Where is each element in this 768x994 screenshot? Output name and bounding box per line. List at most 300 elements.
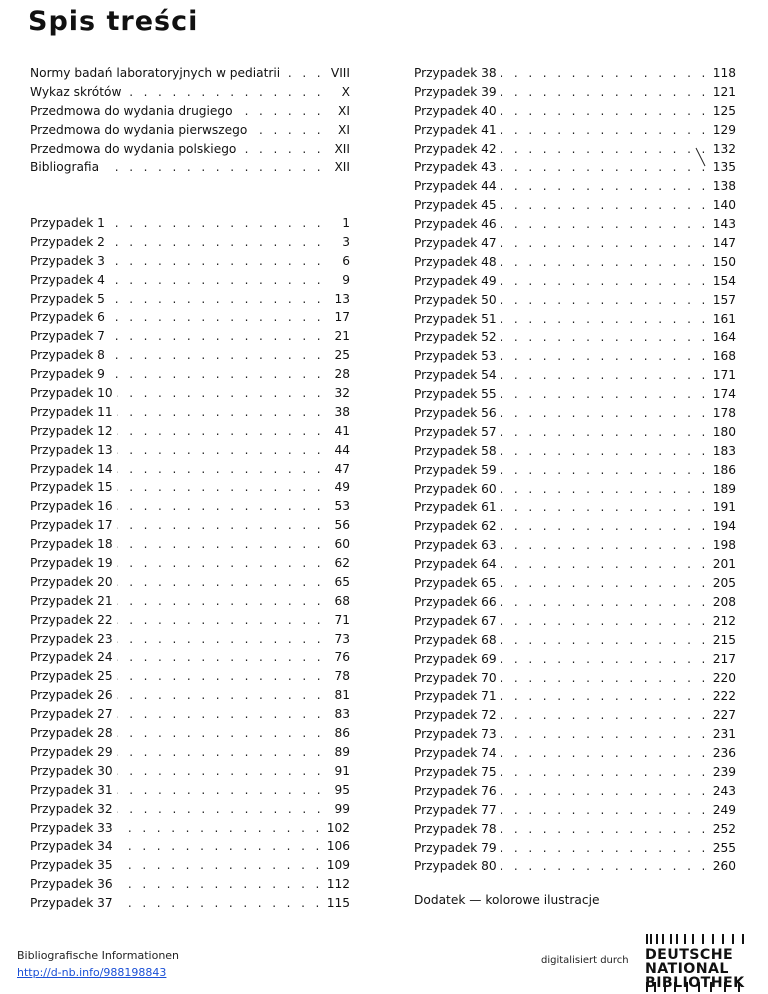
dot-leader bbox=[117, 630, 324, 649]
toc-entry-label: Przypadek 43 bbox=[414, 160, 497, 175]
toc-page-number: 91 bbox=[334, 763, 350, 778]
logo-line-3: BIBLIOTHEK bbox=[645, 975, 745, 991]
dot-leader bbox=[501, 574, 709, 593]
toc-row bbox=[30, 743, 350, 762]
toc-row bbox=[30, 365, 350, 384]
toc-entry-label: Przypadek 49 bbox=[414, 273, 497, 288]
toc-page-number: 147 bbox=[712, 236, 736, 251]
toc-entry-label: Przypadek 13 bbox=[30, 442, 113, 457]
toc-page-number: 109 bbox=[326, 858, 350, 873]
toc-page-number: X bbox=[341, 84, 350, 99]
toc-page-number: 260 bbox=[712, 859, 736, 874]
dot-leader bbox=[103, 158, 324, 177]
dot-leader bbox=[125, 83, 324, 102]
toc-row bbox=[414, 725, 736, 744]
dot-leader bbox=[501, 177, 709, 196]
toc-row bbox=[414, 763, 736, 782]
toc-row bbox=[30, 158, 350, 177]
dot-leader bbox=[501, 461, 709, 480]
toc-row bbox=[30, 648, 350, 667]
dot-leader bbox=[501, 536, 709, 555]
page-title: Spis treści bbox=[28, 6, 199, 37]
toc-entry-label: Przypadek 46 bbox=[414, 217, 497, 232]
cases-list-right bbox=[414, 64, 736, 876]
toc-entry-label: Przypadek 28 bbox=[30, 726, 113, 741]
toc-page-number: 191 bbox=[712, 500, 736, 515]
toc-page-number: 118 bbox=[712, 66, 736, 80]
toc-page-number: 71 bbox=[334, 612, 350, 627]
toc-row bbox=[414, 121, 736, 140]
toc-page-number: 217 bbox=[712, 651, 736, 666]
logo-line-2: NATIONAL bbox=[645, 961, 729, 977]
dot-leader bbox=[501, 423, 709, 442]
toc-row bbox=[30, 667, 350, 686]
toc-page-number: 198 bbox=[712, 538, 736, 553]
toc-row bbox=[30, 102, 350, 121]
toc-entry-label: Przypadek 14 bbox=[30, 461, 113, 476]
toc-row bbox=[414, 593, 736, 612]
toc-entry-label: Przypadek 35 bbox=[30, 858, 113, 873]
dot-leader bbox=[117, 611, 324, 630]
dot-leader bbox=[501, 839, 709, 858]
toc-row bbox=[414, 328, 736, 347]
dot-leader bbox=[117, 894, 323, 913]
toc-page-number: 25 bbox=[334, 348, 350, 363]
toc-entry-label: Przedmowa do wydania pierwszego bbox=[30, 122, 248, 137]
dot-leader bbox=[109, 271, 324, 290]
dot-leader bbox=[117, 856, 323, 875]
toc-row bbox=[30, 460, 350, 479]
dot-leader bbox=[109, 214, 324, 233]
toc-row bbox=[30, 308, 350, 327]
dot-leader bbox=[501, 234, 709, 253]
toc-page-number: 95 bbox=[334, 782, 350, 797]
toc-entry-label: Przypadek 44 bbox=[414, 179, 497, 194]
toc-page-number: 231 bbox=[712, 727, 736, 742]
toc-page-number: 201 bbox=[712, 557, 736, 572]
dot-leader bbox=[109, 327, 324, 346]
toc-row bbox=[30, 554, 350, 573]
toc-page-number: 81 bbox=[334, 688, 350, 703]
dot-leader bbox=[501, 612, 709, 631]
toc-page-number: 135 bbox=[712, 160, 736, 175]
toc-row bbox=[414, 857, 736, 876]
toc-entry-label: Przypadek 18 bbox=[30, 537, 113, 552]
toc-page-number: 6 bbox=[342, 253, 350, 268]
toc-row bbox=[30, 271, 350, 290]
toc-page-number: XII bbox=[334, 160, 350, 175]
toc-row bbox=[30, 705, 350, 724]
toc-page-number: 73 bbox=[334, 631, 350, 646]
toc-page-number: XII bbox=[334, 141, 350, 156]
dot-leader bbox=[501, 801, 709, 820]
toc-row bbox=[30, 630, 350, 649]
dot-leader bbox=[117, 554, 324, 573]
dot-leader bbox=[501, 820, 709, 839]
toc-entry-label: Przypadek 39 bbox=[414, 84, 497, 99]
digitized-by-label: digitalisiert durch bbox=[541, 955, 629, 966]
pen-mark bbox=[694, 146, 708, 170]
toc-page-number: 138 bbox=[712, 179, 736, 194]
toc-entry-label: Przypadek 34 bbox=[30, 839, 113, 854]
toc-entry-label: Przypadek 5 bbox=[30, 291, 105, 306]
toc-entry-label: Przypadek 45 bbox=[414, 198, 497, 213]
toc-entry-label: Przypadek 10 bbox=[30, 386, 113, 401]
toc-row bbox=[414, 404, 736, 423]
toc-entry-label: Przypadek 47 bbox=[414, 236, 497, 251]
toc-row bbox=[30, 592, 350, 611]
toc-row bbox=[414, 480, 736, 499]
dot-leader bbox=[501, 272, 709, 291]
toc-row bbox=[30, 214, 350, 233]
toc-row bbox=[30, 346, 350, 365]
toc-entry-label: Przypadek 50 bbox=[414, 292, 497, 307]
dot-leader bbox=[501, 291, 709, 310]
toc-page-number: 208 bbox=[712, 594, 736, 609]
toc-entry-label: Przypadek 24 bbox=[30, 650, 113, 665]
toc-entry-label: Przypadek 72 bbox=[414, 708, 497, 723]
toc-page-number: 186 bbox=[712, 462, 736, 477]
toc-row bbox=[414, 555, 736, 574]
dot-leader bbox=[117, 441, 324, 460]
dot-leader bbox=[117, 460, 324, 479]
toc-row bbox=[414, 291, 736, 310]
dot-leader bbox=[501, 498, 709, 517]
toc-entry-label: Przypadek 53 bbox=[414, 349, 497, 364]
toc-page-number: 86 bbox=[334, 726, 350, 741]
dnb-logo bbox=[645, 940, 745, 990]
toc-page-number: 89 bbox=[334, 744, 350, 759]
dot-leader bbox=[501, 366, 709, 385]
toc-entry-label: Normy badań laboratoryjnych w pediatrii bbox=[30, 66, 281, 80]
toc-page-number: 249 bbox=[712, 802, 736, 817]
toc-page-number: 3 bbox=[342, 234, 350, 249]
toc-page-number: 164 bbox=[712, 330, 736, 345]
toc-row bbox=[414, 423, 736, 442]
toc-row bbox=[414, 631, 736, 650]
dot-leader bbox=[501, 83, 709, 102]
toc-entry-label: Przypadek 62 bbox=[414, 519, 497, 534]
toc-page-number: 56 bbox=[334, 518, 350, 533]
toc-row bbox=[30, 781, 350, 800]
toc-row bbox=[30, 762, 350, 781]
dot-leader bbox=[501, 669, 709, 688]
dot-leader bbox=[284, 64, 324, 83]
dot-leader bbox=[117, 762, 324, 781]
toc-entry-label: Przypadek 42 bbox=[414, 141, 497, 156]
toc-page-number: 227 bbox=[712, 708, 736, 723]
toc-page-number: 38 bbox=[334, 404, 350, 419]
toc-entry-label: Przypadek 67 bbox=[414, 613, 497, 628]
toc-row bbox=[414, 253, 736, 272]
toc-entry-label: Przypadek 69 bbox=[414, 651, 497, 666]
dot-leader bbox=[501, 64, 709, 83]
toc-row bbox=[414, 83, 736, 102]
toc-entry-label: Przypadek 78 bbox=[414, 821, 497, 836]
toc-entry-label: Przypadek 16 bbox=[30, 499, 113, 514]
toc-row bbox=[414, 536, 736, 555]
toc-page-number: 205 bbox=[712, 576, 736, 591]
dot-leader bbox=[501, 140, 709, 159]
dot-leader bbox=[501, 196, 709, 215]
dot-leader bbox=[109, 365, 324, 384]
toc-page-number: 178 bbox=[712, 406, 736, 421]
toc-entry-label: Przypadek 60 bbox=[414, 481, 497, 496]
dot-leader bbox=[501, 158, 709, 177]
toc-row bbox=[30, 290, 350, 309]
toc-row bbox=[414, 442, 736, 461]
toc-entry-label: Przypadek 74 bbox=[414, 746, 497, 761]
dot-leader bbox=[117, 384, 324, 403]
toc-entry-label: Przypadek 11 bbox=[30, 404, 113, 419]
dot-leader bbox=[501, 347, 709, 366]
dot-leader bbox=[501, 706, 709, 725]
toc-page-number: 129 bbox=[712, 122, 736, 137]
toc-entry-label: Przypadek 22 bbox=[30, 612, 113, 627]
toc-row bbox=[30, 83, 350, 102]
toc-row bbox=[414, 612, 736, 631]
toc-page-number: 125 bbox=[712, 103, 736, 118]
toc-entry-label: Przypadek 3 bbox=[30, 253, 105, 268]
toc-page-number: 161 bbox=[712, 311, 736, 326]
toc-entry-label: Przypadek 51 bbox=[414, 311, 497, 326]
toc-entry-label: Przypadek 12 bbox=[30, 423, 113, 438]
toc-entry-label: Przypadek 76 bbox=[414, 783, 497, 798]
toc-entry-label: Przypadek 27 bbox=[30, 707, 113, 722]
toc-page-number: 212 bbox=[712, 613, 736, 628]
dot-leader bbox=[501, 253, 709, 272]
toc-page-number: 41 bbox=[334, 423, 350, 438]
dot-leader bbox=[109, 308, 324, 327]
toc-page-number: 47 bbox=[334, 461, 350, 476]
toc-entry-label: Przypadek 26 bbox=[30, 688, 113, 703]
toc-entry-label: Przypadek 20 bbox=[30, 574, 113, 589]
dot-leader bbox=[501, 782, 709, 801]
toc-entry-label: Przypadek 59 bbox=[414, 462, 497, 477]
toc-page-number: 220 bbox=[712, 670, 736, 685]
toc-entry-label: Przypadek 17 bbox=[30, 518, 113, 533]
toc-entry-label: Przypadek 66 bbox=[414, 594, 497, 609]
toc-entry-label: Przypadek 56 bbox=[414, 406, 497, 421]
dot-leader bbox=[117, 724, 324, 743]
toc-entry-label: Przypadek 25 bbox=[30, 669, 113, 684]
dot-leader bbox=[501, 517, 709, 536]
toc-page-number: 171 bbox=[712, 368, 736, 383]
toc-row bbox=[30, 800, 350, 819]
toc-row bbox=[30, 573, 350, 592]
toc-row bbox=[414, 196, 736, 215]
dot-leader bbox=[117, 800, 324, 819]
dot-leader bbox=[109, 346, 324, 365]
toc-page-number: 174 bbox=[712, 387, 736, 402]
toc-entry-label: Przypadek 71 bbox=[414, 689, 497, 704]
toc-row bbox=[414, 669, 736, 688]
dot-leader bbox=[117, 648, 324, 667]
dot-leader bbox=[501, 763, 709, 782]
toc-page-number: 32 bbox=[334, 386, 350, 401]
toc-entry-label: Przypadek 73 bbox=[414, 727, 497, 742]
toc-row bbox=[414, 158, 736, 177]
toc-entry-label: Przypadek 9 bbox=[30, 367, 105, 382]
toc-row bbox=[414, 177, 736, 196]
toc-page-number: 28 bbox=[334, 367, 350, 382]
dot-leader bbox=[501, 857, 709, 876]
toc-page-number: 121 bbox=[712, 84, 736, 99]
toc-row bbox=[414, 461, 736, 480]
toc-entry-label: Przypadek 8 bbox=[30, 348, 105, 363]
dot-leader bbox=[501, 121, 709, 140]
toc-page-number: 76 bbox=[334, 650, 350, 665]
dnb-link[interactable]: http://d-nb.info/988198843 bbox=[17, 966, 167, 979]
toc-row bbox=[30, 384, 350, 403]
toc-page-number: 222 bbox=[712, 689, 736, 704]
dot-leader bbox=[117, 422, 324, 441]
dot-leader bbox=[109, 290, 324, 309]
dot-leader bbox=[501, 102, 709, 121]
dot-leader bbox=[501, 555, 709, 574]
toc-entry-label: Przypadek 2 bbox=[30, 234, 105, 249]
toc-row bbox=[30, 422, 350, 441]
toc-page-number: VIII bbox=[330, 66, 350, 80]
toc-row bbox=[30, 856, 350, 875]
dot-leader bbox=[501, 593, 709, 612]
logo-line-1: DEUTSCHE bbox=[645, 947, 734, 963]
toc-row bbox=[414, 215, 736, 234]
dot-leader bbox=[117, 686, 324, 705]
toc-row bbox=[414, 517, 736, 536]
toc-page-number: XI bbox=[338, 103, 350, 118]
toc-page-number: 183 bbox=[712, 443, 736, 458]
dot-leader bbox=[501, 328, 709, 347]
toc-row bbox=[414, 272, 736, 291]
dot-leader bbox=[501, 744, 709, 763]
toc-entry-label: Przypadek 61 bbox=[414, 500, 497, 515]
toc-page-number: 53 bbox=[334, 499, 350, 514]
toc-row bbox=[30, 837, 350, 856]
toc-row bbox=[414, 366, 736, 385]
dot-leader bbox=[117, 705, 324, 724]
toc-entry-label: Przedmowa do wydania drugiego bbox=[30, 103, 233, 118]
toc-entry-label: Przypadek 75 bbox=[414, 764, 497, 779]
toc-page-number: 143 bbox=[712, 217, 736, 232]
toc-page-number: 17 bbox=[334, 310, 350, 325]
toc-entry-label: Przypadek 4 bbox=[30, 272, 105, 287]
toc-page-number: 102 bbox=[326, 820, 350, 835]
toc-page-number: 157 bbox=[712, 292, 736, 307]
toc-row bbox=[30, 121, 350, 140]
dot-leader bbox=[117, 875, 323, 894]
dot-leader bbox=[501, 725, 709, 744]
toc-row bbox=[30, 497, 350, 516]
toc-row bbox=[30, 327, 350, 346]
toc-entry-label: Przypadek 38 bbox=[414, 66, 497, 80]
toc-page-number: 112 bbox=[326, 877, 350, 892]
toc-page-number: 115 bbox=[326, 896, 350, 911]
toc-page-number: XI bbox=[338, 122, 350, 137]
toc-row bbox=[30, 894, 350, 913]
dot-leader bbox=[501, 480, 709, 499]
toc-row bbox=[30, 611, 350, 630]
toc-entry-label: Przypadek 77 bbox=[414, 802, 497, 817]
toc-entry-label: Przypadek 15 bbox=[30, 480, 113, 495]
dot-leader bbox=[117, 781, 324, 800]
dot-leader bbox=[501, 215, 709, 234]
toc-row bbox=[414, 234, 736, 253]
toc-row bbox=[414, 687, 736, 706]
toc-row bbox=[30, 724, 350, 743]
toc-page-number: 21 bbox=[334, 329, 350, 344]
toc-entry-label: Przypadek 40 bbox=[414, 103, 497, 118]
dot-leader bbox=[240, 140, 324, 159]
toc-row bbox=[30, 140, 350, 159]
toc-row bbox=[414, 498, 736, 517]
toc-page-number: 215 bbox=[712, 632, 736, 647]
toc-entry-label: Przypadek 65 bbox=[414, 576, 497, 591]
appendix-entry: Dodatek — kolorowe ilustracje bbox=[414, 893, 600, 907]
toc-entry-label: Przypadek 70 bbox=[414, 670, 497, 685]
toc-entry-label: Przypadek 79 bbox=[414, 840, 497, 855]
toc-entry-label: Przypadek 55 bbox=[414, 387, 497, 402]
toc-row bbox=[30, 441, 350, 460]
dot-leader bbox=[117, 535, 324, 554]
toc-page-number: 236 bbox=[712, 746, 736, 761]
dot-leader bbox=[117, 478, 324, 497]
toc-row bbox=[414, 801, 736, 820]
toc-entry-label: Przedmowa do wydania polskiego bbox=[30, 141, 237, 156]
toc-row bbox=[30, 252, 350, 271]
toc-entry-label: Przypadek 37 bbox=[30, 896, 113, 911]
dot-leader bbox=[501, 442, 709, 461]
toc-entry-label: Przypadek 33 bbox=[30, 820, 113, 835]
toc-page-number: 168 bbox=[712, 349, 736, 364]
toc-entry-label: Wykaz skrótów bbox=[30, 84, 122, 99]
cases-list-left bbox=[30, 214, 350, 913]
toc-row bbox=[30, 875, 350, 894]
toc-row bbox=[30, 535, 350, 554]
toc-entry-label: Przypadek 57 bbox=[414, 424, 497, 439]
toc-page-number: 83 bbox=[334, 707, 350, 722]
toc-page-number: 150 bbox=[712, 254, 736, 269]
toc-row bbox=[414, 574, 736, 593]
toc-page-number: 140 bbox=[712, 198, 736, 213]
dot-leader bbox=[117, 403, 324, 422]
dot-leader bbox=[237, 102, 324, 121]
toc-entry-label: Przypadek 30 bbox=[30, 763, 113, 778]
toc-entry-label: Przypadek 1 bbox=[30, 216, 105, 230]
toc-entry-label: Przypadek 7 bbox=[30, 329, 105, 344]
dot-leader bbox=[109, 233, 324, 252]
toc-row bbox=[414, 820, 736, 839]
toc-row bbox=[414, 102, 736, 121]
toc-row bbox=[30, 403, 350, 422]
toc-row bbox=[414, 347, 736, 366]
toc-page-number: 99 bbox=[334, 801, 350, 816]
toc-entry-label: Przypadek 23 bbox=[30, 631, 113, 646]
toc-entry-label: Przypadek 52 bbox=[414, 330, 497, 345]
toc-row bbox=[30, 516, 350, 535]
dot-leader bbox=[117, 819, 323, 838]
toc-entry-label: Bibliografia bbox=[30, 160, 100, 175]
toc-entry-label: Przypadek 68 bbox=[414, 632, 497, 647]
toc-page-number: 9 bbox=[342, 272, 350, 287]
dot-leader bbox=[501, 650, 709, 669]
toc-page-number: 154 bbox=[712, 273, 736, 288]
toc-entry-label: Przypadek 63 bbox=[414, 538, 497, 553]
toc-row bbox=[30, 233, 350, 252]
dot-leader bbox=[501, 310, 709, 329]
dot-leader bbox=[117, 837, 323, 856]
dot-leader bbox=[501, 385, 709, 404]
